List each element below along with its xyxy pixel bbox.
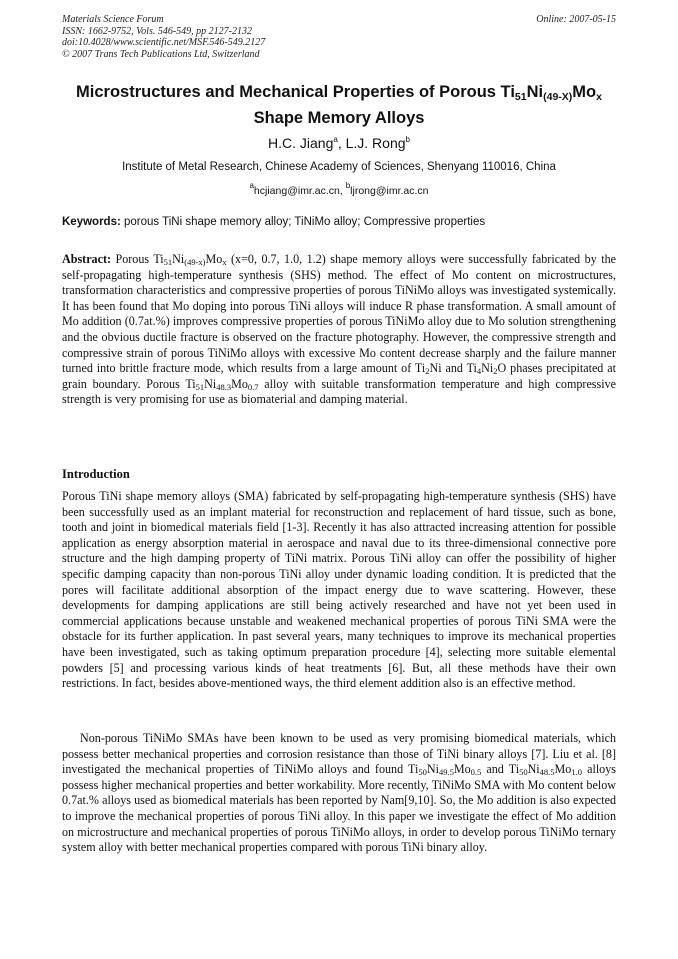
subscript: 51 [163, 257, 173, 267]
abstract-text: O phases precipitated at grain boundary. Porous Ti [62, 361, 616, 391]
author-separator: , [337, 135, 346, 151]
email-marker: b [345, 181, 351, 190]
subscript: 49.5 [438, 767, 454, 778]
author-name: L.J. Rong [345, 135, 406, 151]
title-subscript: 51 [514, 91, 527, 103]
subscript: 50 [418, 767, 427, 778]
subscript: 2 [425, 366, 430, 377]
title-line-2: Shape Memory Alloys [253, 109, 425, 127]
online-date: Online: 2007-05-15 [536, 14, 616, 25]
author-list [0, 135, 678, 151]
subscript: 0.7 [247, 381, 259, 392]
subscript: 4 [476, 366, 482, 377]
author-marker: a [333, 135, 338, 144]
subscript: 2 [493, 366, 498, 377]
subscript: 0.5 [470, 767, 482, 778]
abstract-text: Mo [231, 376, 248, 391]
subscript: 50 [519, 767, 528, 778]
abstract-text: Porous Ti [111, 252, 164, 266]
keywords-label: Keywords: [62, 216, 121, 228]
paragraph-text: Mo [554, 762, 572, 777]
section-heading-introduction: Introduction [62, 467, 130, 481]
issn-line: ISSN: 1662-9752, Vols. 546-549, pp 2127-2132 [62, 25, 252, 37]
abstract-text: alloy with suitable transformation temperature and high compressive strength is very promising for use as biomaterial and damping material. [62, 376, 616, 407]
introduction-paragraph-1: Porous TiNi shape memory alloys (SMA) fabricated by self-propagating high-temperature synthesis (SHS) have been successfully used as an implant material for reconstruction and replacement of hard tissue, such as bone, tooth and joint in biomedical materials field [1-3]. Recently it has also attracted increasing attention for possible application as energy absorption material in aerospace and naval due to its three-dimensional connective pore structure and the high damping property of TiNi matrix. Porous TiNi alloy can offer the possibility of higher specific damping capacity than non-porous TiNi alloy under dynamic loading condition. It is predicted that the pores will facilitate additional absorption of the impact energy due to wave scattering. However, these developments for damping applications are still being actively researched and have not yet been used in commercial applications because unstable and weakened mechanical properties of porous TiNi SMA were the obstacle for its further application. In past several years, many techniques to improve its mechanical properties have been investigated, such as taking optimum preparation procedure [4], selecting more suitable elemental powders [5] and processing various kinds of heat treatments [6]. But, all these methods have their own restrictions. In fact, besides above-mentioned ways, the third element addition also is an effective method. [62, 489, 616, 691]
introduction-paragraph-2 [62, 731, 616, 856]
subscript: 48.5 [539, 767, 555, 778]
paper-title [40, 82, 638, 129]
paragraph-text: Mo [453, 762, 471, 777]
email-marker: a [249, 181, 254, 190]
subscript: 48.3 [216, 381, 232, 392]
paragraph-text: alloys possess higher mechanical properties and better workability. More recently, TiNiMo SMA with Mo content below 0.7at.% alloys used as biomedical materials has been reported by Nam[9,10]. So, the Mo addition is also expected to improve the mechanical properties of porous TiNi alloy. In this paper we investigate the effect of Mo addition on microstructure and mechanical properties of porous TiNiMo alloys, in order to develop porous TiNiMo ternary system alloy with better mechanical properties compared with porous TiNi binary alloy. [62, 762, 616, 855]
keywords-text: porous TiNi shape memory alloy; TiNiMo alloy; Compressive properties [120, 216, 486, 228]
title-text: Mo [572, 83, 597, 101]
title-text: Ni [526, 83, 544, 101]
author-marker: b [405, 135, 410, 144]
paragraph-text: Ni [527, 762, 540, 777]
paragraph-text: Ni [426, 762, 439, 777]
title-text: Microstructures and Mechanical Properties of Porous Ti [76, 83, 515, 101]
copyright-line: © 2007 Trans Tech Publications Ltd, Switzerland [62, 48, 260, 60]
title-subscript: x [596, 91, 602, 103]
paragraph-text: and Ti [481, 762, 520, 777]
email-link[interactable]: hcjiang@imr.ac.cn, [253, 185, 346, 197]
publication-header [62, 14, 616, 60]
abstract-text: Ni and Ti [429, 361, 477, 376]
journal-name: Materials Science Forum [62, 14, 164, 25]
email-link[interactable]: ljrong@imr.ac.cn [350, 185, 429, 197]
abstract-text: Ni [481, 361, 494, 376]
title-subscript: (49-X) [543, 91, 573, 103]
abstract-text: (x=0, 0.7, 1.0, 1.2) shape memory alloys were successfully fabricated by the self-propagating high-temperature synthesis (SHS) method. The effect of Mo content on microstructures, transformation characteristics and compressive properties of porous TiNiMo alloys was investigated systemically. It has been found that Mo doping into porous TiNi alloys will induce R phase transformation. A small amount of Mo addition (0.7at.%) improves compressive properties of porous TiNiMo alloy due to Mo solution strengthening and the obvious ductile fracture is observed on the fracture photography. However, the compressive strength and compressive strain of porous TiNiMo alloys with excessive Mo content decrease sharply and the failure manner turned into brittle fracture mode, which results from a large amount of Ti [62, 252, 616, 376]
abstract-text: Mo [205, 252, 223, 266]
author-name: H.C. Jiang [268, 135, 334, 151]
keywords [62, 216, 616, 228]
author-emails [0, 181, 678, 197]
affiliation: Institute of Metal Research, Chinese Academy of Sciences, Shenyang 110016, China [122, 161, 556, 173]
abstract [62, 252, 616, 408]
doi-line: doi:10.4028/www.scientific.net/MSF.546-549.2127 [62, 37, 266, 48]
subscript: 51 [195, 381, 205, 392]
abstract-text: Ni [172, 252, 185, 266]
subscript: x [222, 257, 227, 267]
abstract-label: Abstract: [62, 252, 112, 266]
abstract-text: Ni [204, 376, 217, 391]
subscript: (49-x) [184, 257, 206, 267]
subscript: 1.0 [571, 767, 582, 778]
paragraph-text: Non-porous TiNiMo SMAs have been known to be used as very promising biomedical materials, which possess better mechanical properties and corrosion resistance than those of TiNi binary alloys [7]. Liu et al. [8] investigated the mechanical properties of TiNiMo alloys and found Ti [62, 731, 616, 777]
